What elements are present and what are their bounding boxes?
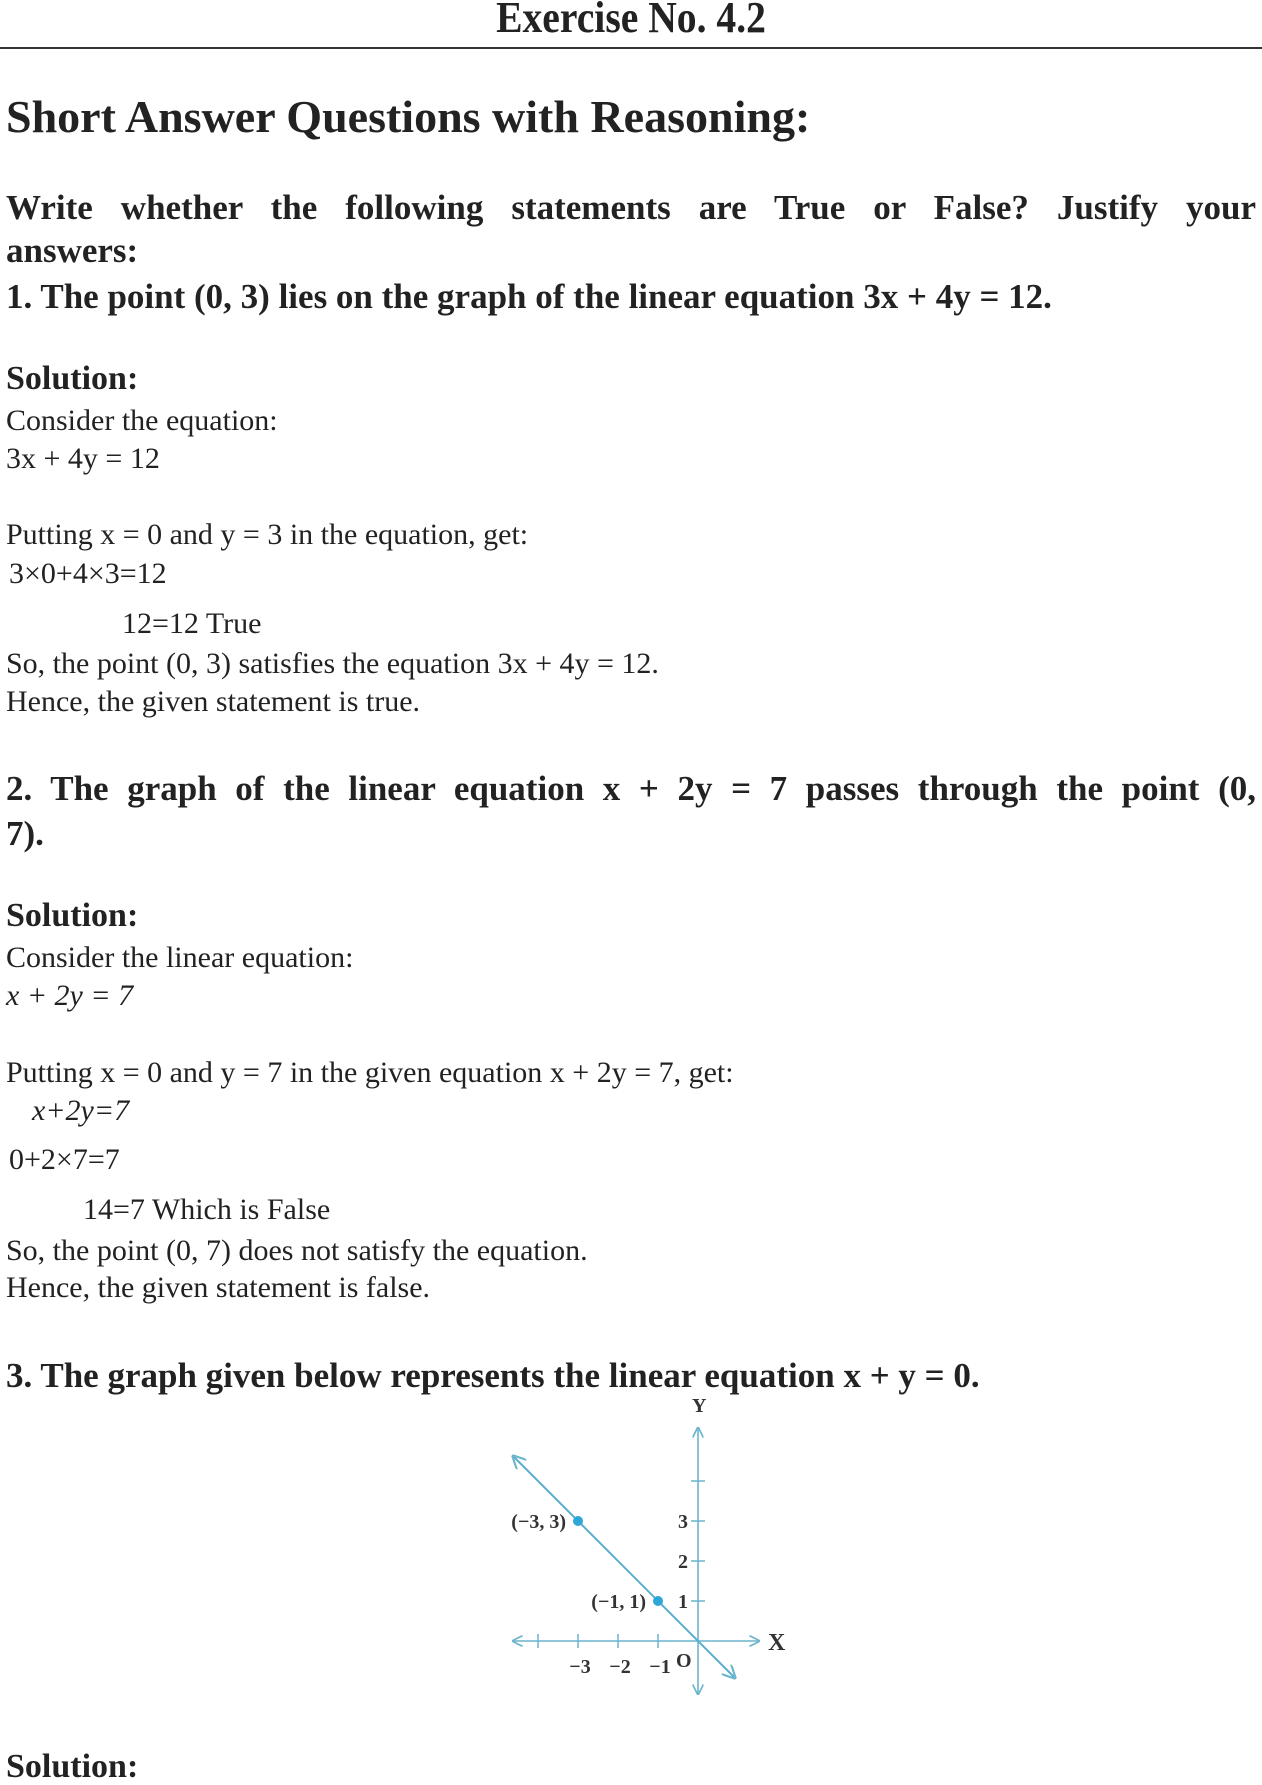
question-1: 1. The point (0, 3) lies on the graph of the linear equation 3x + 4y = 12.	[6, 277, 1052, 316]
q2-line: So, the point (0, 7) does not satisfy the equation.	[6, 1234, 588, 1267]
q2-line: Consider the linear equation:	[6, 941, 354, 974]
line-graph	[470, 1390, 810, 1710]
page-title: Exercise No. 4.2	[496, 0, 766, 42]
origin-label: O	[676, 1650, 692, 1672]
data-point-label: (−3, 3)	[511, 1511, 566, 1533]
q1-line: So, the point (0, 3) satisfies the equation 3x + 4y = 12.	[6, 647, 659, 680]
question-3: 3. The graph given below represents the linear equation x + y = 0.	[6, 1356, 980, 1395]
q1-math: 3×0+4×3=12	[9, 557, 167, 590]
solution-label-3: Solution:	[6, 1748, 139, 1785]
q2-math: x+2y=7	[32, 1094, 130, 1127]
q1-math: 12=12 True	[122, 607, 262, 640]
solution-label-2: Solution:	[6, 897, 139, 934]
x-tick-label: −1	[649, 1656, 671, 1678]
q1-line: Putting x = 0 and y = 3 in the equation, get:	[6, 518, 529, 551]
question-2-line-1: 2. The graph of the linear equation x + 2y = 7 passes through the point (0,	[6, 769, 1256, 808]
q2-conclusion: Hence, the given statement is false.	[6, 1271, 431, 1304]
instruction-line-2: answers:	[6, 231, 139, 270]
instruction-line-1: Write whether the following statements are True or False? Justify your	[6, 188, 1256, 227]
title-divider	[0, 47, 1262, 49]
y-tick-label: 1	[678, 1591, 688, 1613]
y-axis-label: Y	[692, 1395, 707, 1417]
q1-equation: 3x + 4y = 12	[6, 442, 160, 475]
q2-equation: x + 2y = 7	[6, 979, 134, 1012]
data-point	[573, 1516, 583, 1526]
y-tick-label: 2	[678, 1551, 688, 1573]
q2-math: 14=7 Which is False	[83, 1193, 331, 1226]
q2-line: Putting x = 0 and y = 7 in the given equation x + 2y = 7, get:	[6, 1056, 734, 1089]
solution-label-1: Solution:	[6, 360, 139, 397]
section-heading: Short Answer Questions with Reasoning:	[6, 91, 811, 142]
x-tick-label: −3	[569, 1656, 591, 1678]
q1-line: Consider the equation:	[6, 404, 278, 437]
y-tick-label: 3	[678, 1511, 688, 1533]
x-axis-label: X	[768, 1630, 786, 1656]
q2-math: 0+2×7=7	[9, 1143, 120, 1176]
question-2-line-2: 7).	[6, 814, 44, 853]
q1-conclusion: Hence, the given statement is true.	[6, 685, 421, 718]
line-x-plus-y-equals-0	[514, 1457, 734, 1677]
x-tick-label: −2	[609, 1656, 631, 1678]
data-point	[653, 1596, 663, 1606]
data-point-label: (−1, 1)	[591, 1591, 646, 1613]
